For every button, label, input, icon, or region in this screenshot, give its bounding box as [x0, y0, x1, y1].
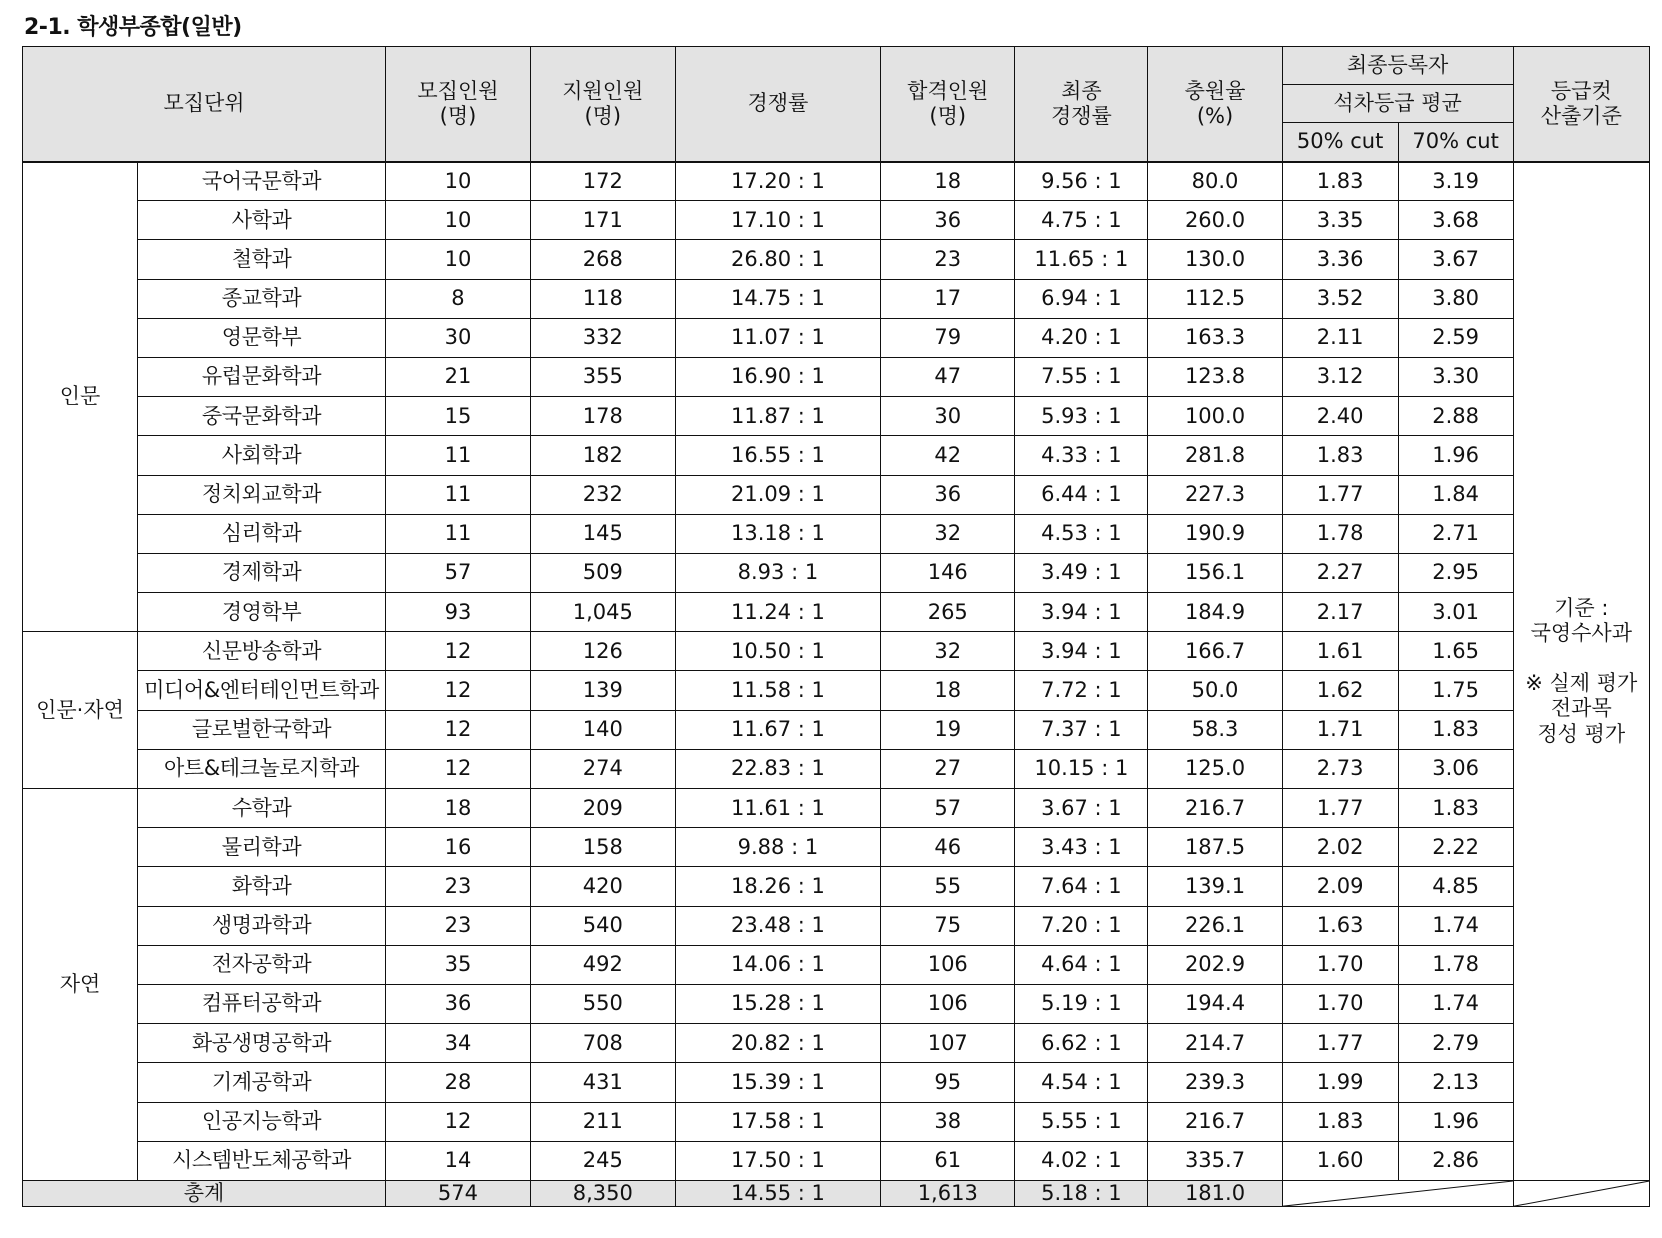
final-ratio-cell: 7.64 : 1 — [1015, 867, 1148, 906]
final-ratio-cell: 7.55 : 1 — [1015, 357, 1148, 396]
diagonal-slash — [1514, 1181, 1649, 1206]
final-ratio-cell: 6.44 : 1 — [1015, 475, 1148, 514]
quota-cell: 16 — [386, 828, 531, 867]
table-row — [23, 1102, 1650, 1141]
criteria-note-line: 국영수사과 — [1530, 620, 1633, 645]
ratio-cell: 17.50 : 1 — [675, 1141, 881, 1180]
accepted-cell: 61 — [881, 1141, 1015, 1180]
table-row — [23, 1063, 1650, 1102]
department-cell: 수학과 — [137, 789, 385, 828]
cut-50-cell: 2.73 — [1282, 749, 1398, 788]
quota-cell: 10 — [386, 201, 531, 240]
cut-50-cell: 1.78 — [1282, 514, 1398, 553]
ratio-cell: 11.87 : 1 — [675, 397, 881, 436]
total-criteria-empty-cell — [1513, 1180, 1649, 1206]
table-row — [23, 318, 1650, 357]
fill-rate-cell: 125.0 — [1148, 749, 1282, 788]
ratio-cell: 15.28 : 1 — [675, 984, 881, 1023]
total-row — [23, 1180, 1650, 1206]
ratio-cell: 22.83 : 1 — [675, 749, 881, 788]
ratio-cell: 23.48 : 1 — [675, 906, 881, 945]
cut-50-cell: 1.83 — [1282, 1102, 1398, 1141]
final-ratio-cell: 4.20 : 1 — [1015, 318, 1148, 357]
applicants-cell: 171 — [530, 201, 675, 240]
accepted-cell: 18 — [881, 162, 1015, 201]
accepted-cell: 106 — [881, 984, 1015, 1023]
department-cell: 유럽문화학과 — [137, 357, 385, 396]
table-row — [23, 397, 1650, 436]
cut-70-cell: 1.83 — [1398, 789, 1513, 828]
fill-rate-cell: 239.3 — [1148, 1063, 1282, 1102]
cut-70-cell: 1.96 — [1398, 436, 1513, 475]
cut-50-cell: 2.09 — [1282, 867, 1398, 906]
department-cell: 생명과학과 — [137, 906, 385, 945]
category-cell: 인문 — [23, 162, 138, 632]
header-applicants: 지원인원 (명) — [530, 47, 675, 162]
cut-50-cell: 1.99 — [1282, 1063, 1398, 1102]
final-ratio-cell: 4.64 : 1 — [1015, 945, 1148, 984]
quota-cell: 30 — [386, 318, 531, 357]
table-row — [23, 671, 1650, 710]
cut-50-cell: 1.62 — [1282, 671, 1398, 710]
table-row — [23, 436, 1650, 475]
accepted-cell: 46 — [881, 828, 1015, 867]
applicants-cell: 126 — [530, 632, 675, 671]
ratio-cell: 14.06 : 1 — [675, 945, 881, 984]
accepted-cell: 36 — [881, 475, 1015, 514]
total-fill-rate: 181.0 — [1148, 1180, 1282, 1206]
fill-rate-cell: 226.1 — [1148, 906, 1282, 945]
cut-50-cell: 3.35 — [1282, 201, 1398, 240]
cut-70-cell: 3.80 — [1398, 279, 1513, 318]
cut-70-cell: 1.75 — [1398, 671, 1513, 710]
final-ratio-cell: 5.19 : 1 — [1015, 984, 1148, 1023]
applicants-cell: 182 — [530, 436, 675, 475]
cut-50-cell: 1.70 — [1282, 984, 1398, 1023]
table-row — [23, 162, 1650, 201]
table-row — [23, 867, 1650, 906]
total-accepted: 1,613 — [881, 1180, 1015, 1206]
department-cell: 사회학과 — [137, 436, 385, 475]
quota-cell: 28 — [386, 1063, 531, 1102]
ratio-cell: 21.09 : 1 — [675, 475, 881, 514]
department-cell: 기계공학과 — [137, 1063, 385, 1102]
quota-cell: 12 — [386, 1102, 531, 1141]
fill-rate-cell: 214.7 — [1148, 1024, 1282, 1063]
applicants-cell: 492 — [530, 945, 675, 984]
final-ratio-cell: 4.53 : 1 — [1015, 514, 1148, 553]
ratio-cell: 11.67 : 1 — [675, 710, 881, 749]
total-empty-cell — [1282, 1180, 1513, 1206]
ratio-cell: 20.82 : 1 — [675, 1024, 881, 1063]
fill-rate-cell: 163.3 — [1148, 318, 1282, 357]
accepted-cell: 19 — [881, 710, 1015, 749]
ratio-cell: 17.20 : 1 — [675, 162, 881, 201]
ratio-cell: 8.93 : 1 — [675, 553, 881, 592]
accepted-cell: 79 — [881, 318, 1015, 357]
fill-rate-cell: 166.7 — [1148, 632, 1282, 671]
department-cell: 사학과 — [137, 201, 385, 240]
header-final-ratio: 최종 경쟁률 — [1015, 47, 1148, 162]
fill-rate-cell: 194.4 — [1148, 984, 1282, 1023]
final-ratio-cell: 3.94 : 1 — [1015, 593, 1148, 632]
ratio-cell: 11.61 : 1 — [675, 789, 881, 828]
cut-50-cell: 2.11 — [1282, 318, 1398, 357]
department-cell: 화공생명공학과 — [137, 1024, 385, 1063]
total-final-ratio: 5.18 : 1 — [1015, 1180, 1148, 1206]
final-ratio-cell: 7.37 : 1 — [1015, 710, 1148, 749]
quota-cell: 8 — [386, 279, 531, 318]
cut-50-cell: 2.40 — [1282, 397, 1398, 436]
department-cell: 정치외교학과 — [137, 475, 385, 514]
accepted-cell: 17 — [881, 279, 1015, 318]
accepted-cell: 57 — [881, 789, 1015, 828]
applicants-cell: 420 — [530, 867, 675, 906]
cut-70-cell: 3.68 — [1398, 201, 1513, 240]
applicants-cell: 274 — [530, 749, 675, 788]
ratio-cell: 17.10 : 1 — [675, 201, 881, 240]
category-cell: 자연 — [23, 789, 138, 1181]
accepted-cell: 30 — [881, 397, 1015, 436]
diagonal-slash — [1283, 1181, 1513, 1206]
fill-rate-cell: 100.0 — [1148, 397, 1282, 436]
accepted-cell: 106 — [881, 945, 1015, 984]
cut-70-cell: 1.65 — [1398, 632, 1513, 671]
table-row — [23, 984, 1650, 1023]
applicants-cell: 172 — [530, 162, 675, 201]
accepted-cell: 42 — [881, 436, 1015, 475]
cut-50-cell: 1.77 — [1282, 1024, 1398, 1063]
cut-70-cell: 3.19 — [1398, 162, 1513, 201]
table-row — [23, 906, 1650, 945]
cut-70-cell: 1.74 — [1398, 984, 1513, 1023]
table-row — [23, 1141, 1650, 1180]
page-title: 2-1. 학생부종합(일반) — [24, 15, 242, 40]
ratio-cell: 10.50 : 1 — [675, 632, 881, 671]
cut-50-cell: 2.27 — [1282, 553, 1398, 592]
department-cell: 글로벌한국학과 — [137, 710, 385, 749]
fill-rate-cell: 112.5 — [1148, 279, 1282, 318]
cut-70-cell: 3.30 — [1398, 357, 1513, 396]
header-ratio: 경쟁률 — [675, 47, 881, 162]
final-ratio-cell: 3.67 : 1 — [1015, 789, 1148, 828]
fill-rate-cell: 216.7 — [1148, 1102, 1282, 1141]
quota-cell: 11 — [386, 475, 531, 514]
ratio-cell: 15.39 : 1 — [675, 1063, 881, 1102]
quota-cell: 12 — [386, 632, 531, 671]
cut-70-cell: 1.84 — [1398, 475, 1513, 514]
table-body — [23, 162, 1650, 1181]
applicants-cell: 140 — [530, 710, 675, 749]
ratio-cell: 18.26 : 1 — [675, 867, 881, 906]
department-cell: 국어국문학과 — [137, 162, 385, 201]
final-ratio-cell: 6.62 : 1 — [1015, 1024, 1148, 1063]
ratio-cell: 16.55 : 1 — [675, 436, 881, 475]
quota-cell: 12 — [386, 710, 531, 749]
quota-cell: 15 — [386, 397, 531, 436]
department-cell: 중국문화학과 — [137, 397, 385, 436]
cut-70-cell: 2.13 — [1398, 1063, 1513, 1102]
department-cell: 신문방송학과 — [137, 632, 385, 671]
accepted-cell: 38 — [881, 1102, 1015, 1141]
department-cell: 화학과 — [137, 867, 385, 906]
quota-cell: 10 — [386, 162, 531, 201]
quota-cell: 14 — [386, 1141, 531, 1180]
cut-70-cell: 2.22 — [1398, 828, 1513, 867]
cut-50-cell: 1.83 — [1282, 162, 1398, 201]
fill-rate-cell: 50.0 — [1148, 671, 1282, 710]
quota-cell: 18 — [386, 789, 531, 828]
header-quota: 모집인원 (명) — [386, 47, 531, 162]
applicants-cell: 178 — [530, 397, 675, 436]
quota-cell: 36 — [386, 984, 531, 1023]
final-ratio-cell: 5.93 : 1 — [1015, 397, 1148, 436]
ratio-cell: 11.24 : 1 — [675, 593, 881, 632]
applicants-cell: 158 — [530, 828, 675, 867]
ratio-cell: 11.58 : 1 — [675, 671, 881, 710]
applicants-cell: 431 — [530, 1063, 675, 1102]
accepted-cell: 32 — [881, 632, 1015, 671]
applicants-cell: 540 — [530, 906, 675, 945]
fill-rate-cell: 216.7 — [1148, 789, 1282, 828]
final-ratio-cell: 10.15 : 1 — [1015, 749, 1148, 788]
fill-rate-cell: 130.0 — [1148, 240, 1282, 279]
department-cell: 아트&테크놀로지학과 — [137, 749, 385, 788]
criteria-note-line: ※ 실제 평가 — [1525, 671, 1638, 696]
table-row — [23, 514, 1650, 553]
applicants-cell: 355 — [530, 357, 675, 396]
final-ratio-cell: 3.49 : 1 — [1015, 553, 1148, 592]
quota-cell: 23 — [386, 906, 531, 945]
ratio-cell: 16.90 : 1 — [675, 357, 881, 396]
table-row — [23, 593, 1650, 632]
header-fill-rate: 충원율 (%) — [1148, 47, 1282, 162]
department-cell: 시스템반도체공학과 — [137, 1141, 385, 1180]
cut-50-cell: 1.71 — [1282, 710, 1398, 749]
ratio-cell: 26.80 : 1 — [675, 240, 881, 279]
applicants-cell: 245 — [530, 1141, 675, 1180]
quota-cell: 10 — [386, 240, 531, 279]
category-cell: 인문·자연 — [23, 632, 138, 789]
final-ratio-cell: 3.94 : 1 — [1015, 632, 1148, 671]
cut-50-cell: 1.63 — [1282, 906, 1398, 945]
accepted-cell: 36 — [881, 201, 1015, 240]
quota-cell: 12 — [386, 671, 531, 710]
table-row — [23, 553, 1650, 592]
ratio-cell: 17.58 : 1 — [675, 1102, 881, 1141]
cut-70-cell: 2.71 — [1398, 514, 1513, 553]
fill-rate-cell: 227.3 — [1148, 475, 1282, 514]
total-ratio: 14.55 : 1 — [675, 1180, 881, 1206]
fill-rate-cell: 123.8 — [1148, 357, 1282, 396]
applicants-cell: 145 — [530, 514, 675, 553]
fill-rate-cell: 202.9 — [1148, 945, 1282, 984]
cut-50-cell: 1.61 — [1282, 632, 1398, 671]
accepted-cell: 27 — [881, 749, 1015, 788]
quota-cell: 23 — [386, 867, 531, 906]
fill-rate-cell: 139.1 — [1148, 867, 1282, 906]
accepted-cell: 32 — [881, 514, 1015, 553]
final-ratio-cell: 4.54 : 1 — [1015, 1063, 1148, 1102]
criteria-note-cell — [1513, 162, 1649, 1181]
department-cell: 인공지능학과 — [137, 1102, 385, 1141]
fill-rate-cell: 184.9 — [1148, 593, 1282, 632]
cut-70-cell: 1.78 — [1398, 945, 1513, 984]
applicants-cell: 268 — [530, 240, 675, 279]
final-ratio-cell: 3.43 : 1 — [1015, 828, 1148, 867]
header-rank-average: 석차등급 평균 — [1282, 85, 1513, 123]
final-ratio-cell: 6.94 : 1 — [1015, 279, 1148, 318]
total-applicants: 8,350 — [530, 1180, 675, 1206]
cut-50-cell: 1.77 — [1282, 789, 1398, 828]
accepted-cell: 75 — [881, 906, 1015, 945]
cut-50-cell: 3.12 — [1282, 357, 1398, 396]
fill-rate-cell: 260.0 — [1148, 201, 1282, 240]
cut-70-cell: 1.96 — [1398, 1102, 1513, 1141]
header-criteria: 등급컷 산출기준 — [1513, 47, 1649, 162]
quota-cell: 12 — [386, 749, 531, 788]
table-row — [23, 632, 1650, 671]
cut-70-cell: 2.79 — [1398, 1024, 1513, 1063]
total-label: 총계 — [23, 1180, 386, 1206]
final-ratio-cell: 11.65 : 1 — [1015, 240, 1148, 279]
applicants-cell: 509 — [530, 553, 675, 592]
cut-70-cell: 1.83 — [1398, 710, 1513, 749]
cut-70-cell: 2.95 — [1398, 553, 1513, 592]
criteria-note-line: 기준 : — [1554, 595, 1609, 620]
final-ratio-cell: 5.55 : 1 — [1015, 1102, 1148, 1141]
cut-70-cell: 3.01 — [1398, 593, 1513, 632]
quota-cell: 21 — [386, 357, 531, 396]
final-ratio-cell: 4.75 : 1 — [1015, 201, 1148, 240]
department-cell: 철학과 — [137, 240, 385, 279]
cut-50-cell: 1.60 — [1282, 1141, 1398, 1180]
applicants-cell: 550 — [530, 984, 675, 1023]
ratio-cell: 11.07 : 1 — [675, 318, 881, 357]
table-header — [23, 47, 1650, 162]
final-ratio-cell: 7.20 : 1 — [1015, 906, 1148, 945]
fill-rate-cell: 80.0 — [1148, 162, 1282, 201]
final-ratio-cell: 4.02 : 1 — [1015, 1141, 1148, 1180]
accepted-cell: 95 — [881, 1063, 1015, 1102]
table-row — [23, 710, 1650, 749]
table-row — [23, 828, 1650, 867]
quota-cell: 11 — [386, 514, 531, 553]
header-cut-50: 50% cut — [1282, 123, 1398, 162]
table-row — [23, 749, 1650, 788]
department-cell: 경영학부 — [137, 593, 385, 632]
department-cell: 물리학과 — [137, 828, 385, 867]
criteria-note-line: 정성 평가 — [1537, 721, 1626, 746]
applicants-cell: 232 — [530, 475, 675, 514]
accepted-cell: 18 — [881, 671, 1015, 710]
accepted-cell: 47 — [881, 357, 1015, 396]
department-cell: 영문학부 — [137, 318, 385, 357]
final-ratio-cell: 9.56 : 1 — [1015, 162, 1148, 201]
final-ratio-cell: 7.72 : 1 — [1015, 671, 1148, 710]
department-cell: 전자공학과 — [137, 945, 385, 984]
quota-cell: 35 — [386, 945, 531, 984]
applicants-cell: 209 — [530, 789, 675, 828]
header-accepted: 합격인원 (명) — [881, 47, 1015, 162]
department-cell: 경제학과 — [137, 553, 385, 592]
department-cell: 심리학과 — [137, 514, 385, 553]
cut-50-cell: 1.70 — [1282, 945, 1398, 984]
final-ratio-cell: 4.33 : 1 — [1015, 436, 1148, 475]
accepted-cell: 107 — [881, 1024, 1015, 1063]
cut-70-cell: 4.85 — [1398, 867, 1513, 906]
department-cell: 컴퓨터공학과 — [137, 984, 385, 1023]
applicants-cell: 332 — [530, 318, 675, 357]
applicants-cell: 1,045 — [530, 593, 675, 632]
cut-70-cell: 3.06 — [1398, 749, 1513, 788]
header-cut-70: 70% cut — [1398, 123, 1513, 162]
applicants-cell: 118 — [530, 279, 675, 318]
table-row — [23, 945, 1650, 984]
applicants-cell: 708 — [530, 1024, 675, 1063]
quota-cell: 93 — [386, 593, 531, 632]
header-final-registrants: 최종등록자 — [1282, 47, 1513, 85]
department-cell: 미디어&엔터테인먼트학과 — [137, 671, 385, 710]
cut-50-cell: 3.52 — [1282, 279, 1398, 318]
fill-rate-cell: 335.7 — [1148, 1141, 1282, 1180]
cut-70-cell: 2.86 — [1398, 1141, 1513, 1180]
criteria-note-line: 전과목 — [1550, 696, 1612, 721]
applicants-cell: 139 — [530, 671, 675, 710]
total-quota: 574 — [386, 1180, 531, 1206]
cut-70-cell: 2.88 — [1398, 397, 1513, 436]
fill-rate-cell: 190.9 — [1148, 514, 1282, 553]
applicants-cell: 211 — [530, 1102, 675, 1141]
cut-50-cell: 2.02 — [1282, 828, 1398, 867]
admission-results-table — [22, 46, 1650, 1207]
criteria-note-line — [1514, 646, 1649, 671]
accepted-cell: 265 — [881, 593, 1015, 632]
fill-rate-cell: 281.8 — [1148, 436, 1282, 475]
quota-cell: 11 — [386, 436, 531, 475]
department-cell: 종교학과 — [137, 279, 385, 318]
ratio-cell: 9.88 : 1 — [675, 828, 881, 867]
fill-rate-cell: 187.5 — [1148, 828, 1282, 867]
table-row — [23, 789, 1650, 828]
table-row — [23, 1024, 1650, 1063]
cut-50-cell: 3.36 — [1282, 240, 1398, 279]
ratio-cell: 14.75 : 1 — [675, 279, 881, 318]
fill-rate-cell: 58.3 — [1148, 710, 1282, 749]
accepted-cell: 23 — [881, 240, 1015, 279]
table-row — [23, 201, 1650, 240]
table-row — [23, 240, 1650, 279]
fill-rate-cell: 156.1 — [1148, 553, 1282, 592]
cut-70-cell: 3.67 — [1398, 240, 1513, 279]
accepted-cell: 55 — [881, 867, 1015, 906]
header-unit: 모집단위 — [23, 47, 386, 162]
accepted-cell: 146 — [881, 553, 1015, 592]
ratio-cell: 13.18 : 1 — [675, 514, 881, 553]
cut-50-cell: 1.77 — [1282, 475, 1398, 514]
quota-cell: 57 — [386, 553, 531, 592]
table-row — [23, 475, 1650, 514]
cut-50-cell: 2.17 — [1282, 593, 1398, 632]
table-row — [23, 357, 1650, 396]
cut-70-cell: 2.59 — [1398, 318, 1513, 357]
cut-70-cell: 1.74 — [1398, 906, 1513, 945]
table-row — [23, 279, 1650, 318]
cut-50-cell: 1.83 — [1282, 436, 1398, 475]
quota-cell: 34 — [386, 1024, 531, 1063]
